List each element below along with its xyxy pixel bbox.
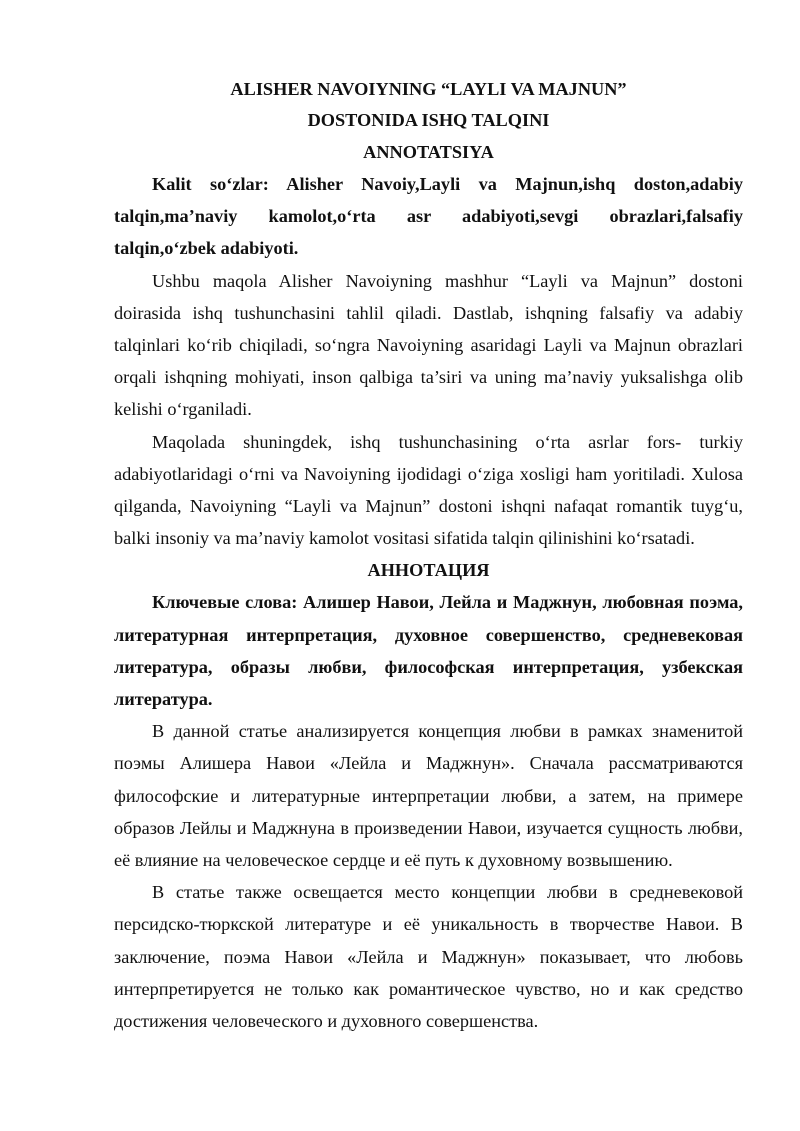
russian-keywords: Ключевые слова: Алишер Навои, Лейла и Маджнун, любовная поэма, литературная интерпретация, духовное совершенство, средневековая литература, образы любви, философская интерпретация, узбекская литература.	[114, 592, 743, 710]
uzbek-paragraph-1: Ushbu maqola Alisher Navoiyning mashhur “Layli va Majnun” dostoni doirasida ishq tushunchasini tahlil qiladi. Dastlab, ishqning falsafiy va adabiy talqinlari ko‘rib chiqiladi, so‘ngra Navoiyning asaridagi Layli va Majnun obrazlari orqali ishqning mohiyati, inson qalbiga ta’siri va uning ma’naviy yuksalishga olib kelishi o‘rganiladi.	[114, 270, 743, 420]
uzbek-annotation	[114, 136, 743, 554]
title-line-1: ALISHER NAVOIYNING “LAYLI VA MAJNUN”	[230, 79, 627, 99]
uzbek-annotation-heading: ANNOTATSIYA	[363, 142, 494, 162]
russian-annotation-heading: АННОТАЦИЯ	[367, 560, 490, 581]
uzbek-paragraph-2: Maqolada shuningdek, ishq tushunchasining o‘rta asrlar fors- turkiy adabiyotlaridagi o‘rni va Navoiyning ijodidagi o‘ziga xosligi ham yoritiladi. Xulosa qilganda, Navoiyning “Layli va Majnun” dostoni ishqni nafaqat romantik tuyg‘u, balki insoniy va ma’naviy kamolot vositasi sifatida talqin qilinishini ko‘rsatadi.	[114, 431, 743, 549]
title-line-2: DOSTONIDA ISHQ TALQINI	[307, 110, 550, 130]
russian-paragraph-2: В статье также освещается место концепции любви в средневековой персидско-тюркской литературе и её уникальность в творчестве Навои. В заключение, поэма Навои «Лейла и Маджнун» показывает, что любовь интерпретируется не только как романтическое чувство, но и как средство достижения человеческого и духовного совершенства.	[114, 882, 743, 1032]
uzbek-keywords: Kalit so‘zlar: Alisher Navoiy,Layli va Majnun,ishq doston,adabiy talqin,ma’naviy kamolot,o‘rta asr adabiyoti,sevgi obrazlari,falsafiy talqin,o‘zbek adabiyoti.	[114, 174, 743, 259]
russian-annotation	[114, 554, 743, 1037]
russian-paragraph-1: В данной статье анализируется концепция любви в рамках знаменитой поэмы Алишера Навои «Лейла и Маджнун». Сначала рассматриваются философские и литературные интерпретации любви, а затем, на примере образов Лейлы и Маджнуна в произведении Навои, изучается сущность любви, её влияние на человеческое сердце и её путь к духовному возвышению.	[114, 721, 743, 871]
